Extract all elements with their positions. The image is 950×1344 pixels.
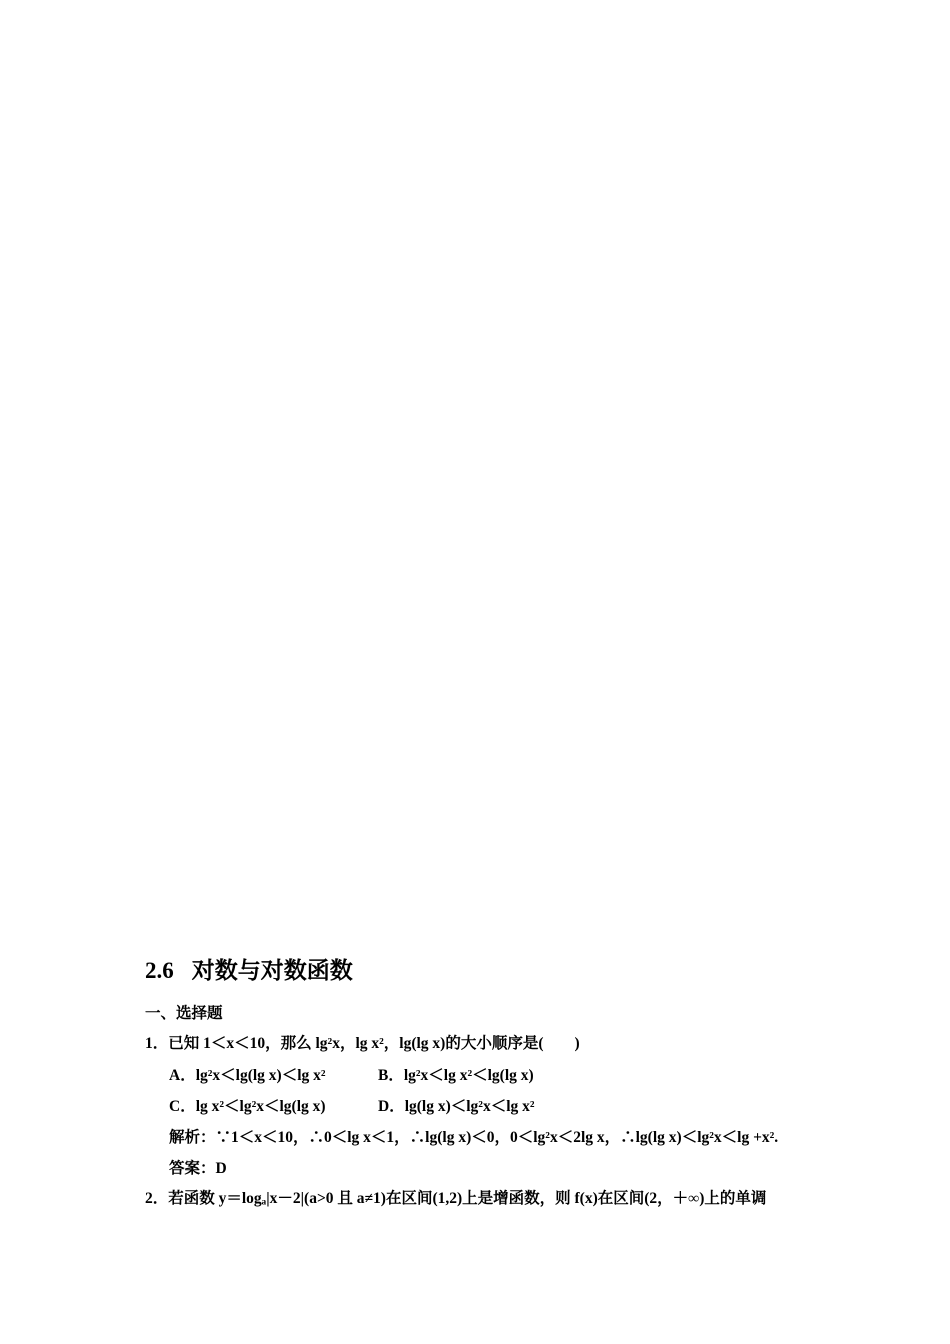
section-title: 对数与对数函数 — [191, 958, 353, 983]
question-1-stem: 1．已知 1＜x＜10，那么 lg²x，lg x²，lg(lg x)的大小顺序是( ) — [145, 1035, 580, 1052]
question-1-option-d: D．lg(lg x)＜lg²x＜lg x² — [378, 1098, 535, 1115]
question-1-analysis: 解析：∵1＜x＜10，∴0＜lg x＜1，∴lg(lg x)＜0，0＜lg²x＜2lg x，∴lg(lg x)＜lg²x＜lg +x². — [169, 1129, 779, 1146]
part-heading: 一、选择题 — [145, 1005, 223, 1022]
section-number: 2.6 — [145, 958, 174, 983]
question-1-option-c: C．lg x²＜lg²x＜lg(lg x) — [169, 1098, 326, 1115]
question-1-answer: 答案：D — [169, 1160, 227, 1177]
question-2-stem: 2．若函数 y＝logₐ|x－2|(a>0 且 a≠1)在区间(1,2)上是增函数，则 f(x)在区间(2，＋∞)上的单调 — [145, 1190, 767, 1207]
question-1-option-b: B．lg²x＜lg x²＜lg(lg x) — [378, 1067, 534, 1084]
section-title-line — [145, 952, 353, 985]
question-1-option-a: A．lg²x＜lg(lg x)＜lg x² — [169, 1067, 326, 1084]
